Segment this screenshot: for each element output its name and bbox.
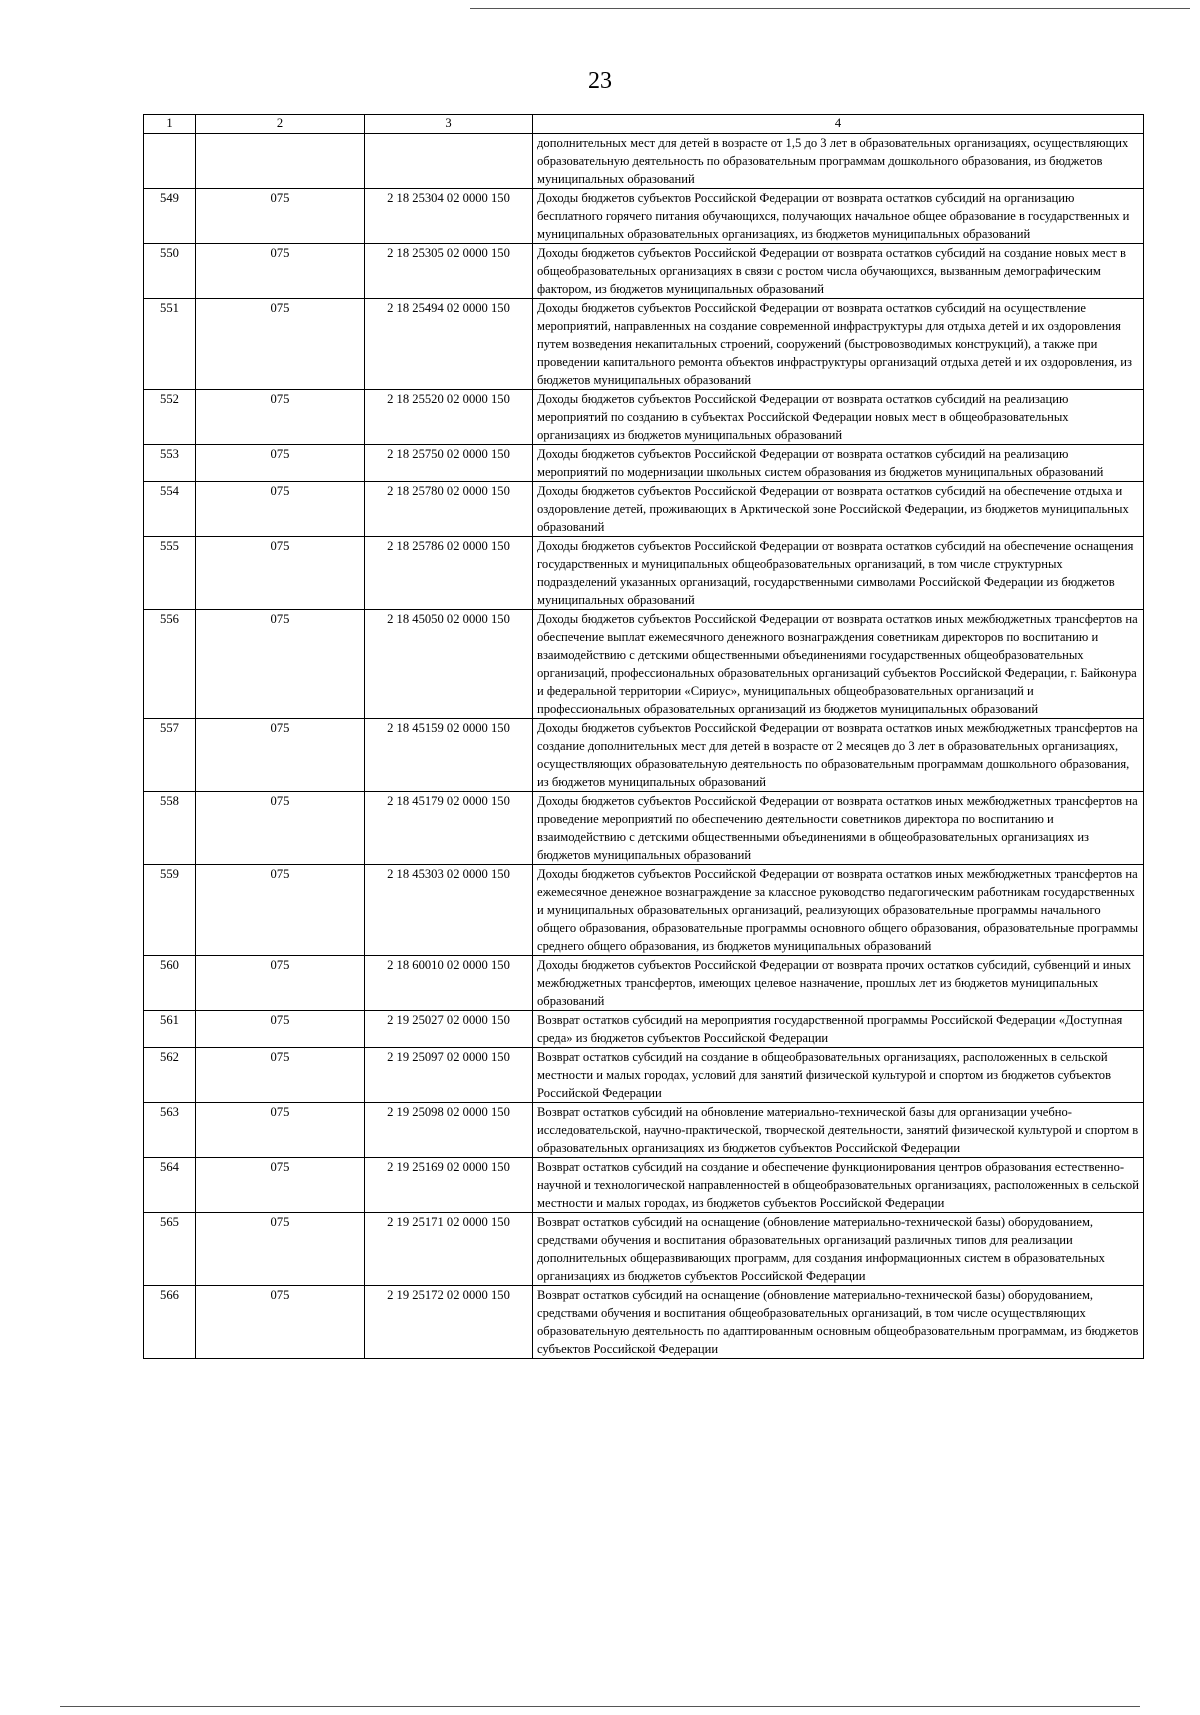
table-row: [144, 1286, 1144, 1359]
classification-code: 2 18 25750 02 0000 150: [365, 445, 533, 482]
classification-code: 2 19 25097 02 0000 150: [365, 1048, 533, 1103]
admin-code: 075: [196, 792, 365, 865]
classification-code: 2 19 25169 02 0000 150: [365, 1158, 533, 1213]
row-number: 561: [144, 1011, 196, 1048]
table-row: [144, 445, 1144, 482]
income-name: Доходы бюджетов субъектов Российской Федерации от возврата остатков иных межбюджетных трансфертов на проведение мероприятий по обеспечению деятельности советников директора по воспитанию и взаимодействию с детскими общественными объединениями в общеобразовательных организациях из бюджетов муниципальных образований: [533, 792, 1144, 865]
classification-code: 2 19 25172 02 0000 150: [365, 1286, 533, 1359]
admin-code: 075: [196, 299, 365, 390]
income-name: Доходы бюджетов субъектов Российской Федерации от возврата остатков иных межбюджетных трансфертов на обеспечение выплат ежемесячного денежного вознаграждения советникам директоров по воспитанию и взаимодействию с детскими общественными объединениями государственных общеобразовательных организаций, профессиональных образовательных организаций субъектов Российской Федерации, г. Байконура и федеральной территории «Сириус», муниципальных общеобразовательных организаций и профессиональных образовательных организаций из бюджетов муниципальных образований: [533, 610, 1144, 719]
row-number: 553: [144, 445, 196, 482]
column-header-4: 4: [533, 115, 1144, 134]
admin-code: 075: [196, 1286, 365, 1359]
table-row: [144, 482, 1144, 537]
admin-code: 075: [196, 244, 365, 299]
table-row: [144, 1103, 1144, 1158]
table-row: [144, 956, 1144, 1011]
classification-code: 2 18 45159 02 0000 150: [365, 719, 533, 792]
admin-code: 075: [196, 719, 365, 792]
row-number: 555: [144, 537, 196, 610]
row-number: 564: [144, 1158, 196, 1213]
income-name: Доходы бюджетов субъектов Российской Федерации от возврата остатков субсидий на осуществление мероприятий, направленных на создание современной инфраструктуры для отдыха детей и их оздоровления путем возведения некапитальных строений, сооружений (быстровозводимых конструкций), а также при проведении капитального ремонта объектов инфраструктуры организаций отдыха детей и их оздоровления, из бюджетов муниципальных образований: [533, 299, 1144, 390]
income-name: Возврат остатков субсидий на обновление материально-технической базы для организации учебно-исследовательской, научно-практической, творческой деятельности, занятий физической культурой и спортом в образовательных организациях из бюджетов субъектов Российской Федерации: [533, 1103, 1144, 1158]
row-number: 558: [144, 792, 196, 865]
income-name: Возврат остатков субсидий на оснащение (обновление материально-технической базы) оборудованием, средствами обучения и воспитания образовательных организаций различных типов для реализации дополнительных общеразвивающих программ, для создания информационных систем в образовательных организациях из бюджетов субъектов Российской Федерации: [533, 1213, 1144, 1286]
classification-code: 2 18 25780 02 0000 150: [365, 482, 533, 537]
classification-code: 2 18 60010 02 0000 150: [365, 956, 533, 1011]
admin-code: 075: [196, 1011, 365, 1048]
income-name: Возврат остатков субсидий на оснащение (обновление материально-технической базы) оборудованием, средствами обучения и воспитания общеобразовательных организаций, в том числе осуществляющих образовательную деятельность по адаптированным основным общеобразовательным программам, из бюджетов субъектов Российской Федерации: [533, 1286, 1144, 1359]
row-number: 549: [144, 189, 196, 244]
classification-code: 2 18 45303 02 0000 150: [365, 865, 533, 956]
classification-code: 2 18 25305 02 0000 150: [365, 244, 533, 299]
classification-code: 2 18 45050 02 0000 150: [365, 610, 533, 719]
row-number: 554: [144, 482, 196, 537]
admin-code: 075: [196, 537, 365, 610]
table-row: [144, 1048, 1144, 1103]
classification-code: 2 19 25027 02 0000 150: [365, 1011, 533, 1048]
classification-code: 2 18 25494 02 0000 150: [365, 299, 533, 390]
income-name: Доходы бюджетов субъектов Российской Федерации от возврата прочих остатков субсидий, субвенций и иных межбюджетных трансфертов, имеющих целевое назначение, прошлых лет из бюджетов муниципальных образований: [533, 956, 1144, 1011]
table-row: [144, 792, 1144, 865]
table-row: [144, 1158, 1144, 1213]
row-number: 552: [144, 390, 196, 445]
table-header-row: [144, 115, 1144, 134]
admin-code: 075: [196, 956, 365, 1011]
income-name: Доходы бюджетов субъектов Российской Федерации от возврата остатков субсидий на обеспечение отдыха и оздоровление детей, проживающих в Арктической зоне Российской Федерации, из бюджетов муниципальных образований: [533, 482, 1144, 537]
row-number: 560: [144, 956, 196, 1011]
admin-code: 075: [196, 1158, 365, 1213]
row-number: 550: [144, 244, 196, 299]
admin-code: 075: [196, 865, 365, 956]
table-row: [144, 719, 1144, 792]
column-header-1: 1: [144, 115, 196, 134]
column-header-2: 2: [196, 115, 365, 134]
admin-code: 075: [196, 482, 365, 537]
table-row: [144, 244, 1144, 299]
row-number: 562: [144, 1048, 196, 1103]
income-name: Возврат остатков субсидий на создание в общеобразовательных организациях, расположенных в сельской местности и малых городах, условий для занятий физической культурой и спортом из бюджетов субъектов Российской Федерации: [533, 1048, 1144, 1103]
income-name: Доходы бюджетов субъектов Российской Федерации от возврата остатков субсидий на организацию бесплатного горячего питания обучающихся, получающих начальное общее образование в государственных и муниципальных образовательных организациях, из бюджетов муниципальных образований: [533, 189, 1144, 244]
page-number: 23: [588, 68, 612, 94]
income-name: Доходы бюджетов субъектов Российской Федерации от возврата остатков субсидий на обеспечение оснащения государственных и муниципальных общеобразовательных организаций, в том числе структурных подразделений указанных организаций, государственными символами Российской Федерации из бюджетов муниципальных образований: [533, 537, 1144, 610]
income-name: Доходы бюджетов субъектов Российской Федерации от возврата остатков субсидий на создание новых мест в общеобразовательных организациях в связи с ростом числа обучающихся, вызванным демографическим фактором, из бюджетов муниципальных образований: [533, 244, 1144, 299]
income-name: Доходы бюджетов субъектов Российской Федерации от возврата остатков субсидий на реализацию мероприятий по созданию в субъектах Российской Федерации новых мест в общеобразовательных организациях из бюджетов муниципальных образований: [533, 390, 1144, 445]
income-name: Доходы бюджетов субъектов Российской Федерации от возврата остатков иных межбюджетных трансфертов на создание дополнительных мест для детей в возрасте от 2 месяцев до 3 лет в образовательных организациях, осуществляющих образовательную деятельность по образовательным программам дошкольного образования, из бюджетов муниципальных образований: [533, 719, 1144, 792]
row-number: 551: [144, 299, 196, 390]
classification-code: 2 18 45179 02 0000 150: [365, 792, 533, 865]
column-header-3: 3: [365, 115, 533, 134]
row-number: 565: [144, 1213, 196, 1286]
table-row: [144, 1011, 1144, 1048]
income-name: Возврат остатков субсидий на создание и обеспечение функционирования центров образования естественно-научной и технологической направленностей в общеобразовательных организациях, расположенных в сельской местности и малых городах, из бюджетов субъектов Российской Федерации: [533, 1158, 1144, 1213]
table-row: [144, 134, 1144, 189]
table-row: [144, 1213, 1144, 1286]
table-row: [144, 299, 1144, 390]
table-row: [144, 390, 1144, 445]
table-row: [144, 189, 1144, 244]
row-number: 563: [144, 1103, 196, 1158]
table-row: [144, 610, 1144, 719]
table-row: [144, 537, 1144, 610]
income-name: Доходы бюджетов субъектов Российской Федерации от возврата остатков субсидий на реализацию мероприятий по модернизации школьных систем образования из бюджетов муниципальных образований: [533, 445, 1144, 482]
admin-code: 075: [196, 1213, 365, 1286]
admin-code: 075: [196, 445, 365, 482]
income-name: Возврат остатков субсидий на мероприятия государственной программы Российской Федерации «Доступная среда» из бюджетов субъектов Российской Федерации: [533, 1011, 1144, 1048]
admin-code: 075: [196, 1103, 365, 1158]
row-number: 556: [144, 610, 196, 719]
row-number: [144, 134, 196, 189]
scan-edge-bottom: [60, 1706, 1140, 1707]
table-row: [144, 865, 1144, 956]
budget-codes-table: [143, 114, 1144, 1359]
admin-code: 075: [196, 1048, 365, 1103]
admin-code: 075: [196, 610, 365, 719]
classification-code: 2 18 25304 02 0000 150: [365, 189, 533, 244]
classification-code: 2 19 25171 02 0000 150: [365, 1213, 533, 1286]
row-number: 557: [144, 719, 196, 792]
admin-code: 075: [196, 189, 365, 244]
classification-code: 2 18 25786 02 0000 150: [365, 537, 533, 610]
scan-edge-top: [470, 8, 1190, 9]
income-name: дополнительных мест для детей в возрасте от 1,5 до 3 лет в образовательных организациях, осуществляющих образовательную деятельность по образовательным программам дошкольного образования, из бюджетов муниципальных образований: [533, 134, 1144, 189]
admin-code: 075: [196, 390, 365, 445]
classification-code: [365, 134, 533, 189]
income-name: Доходы бюджетов субъектов Российской Федерации от возврата остатков иных межбюджетных трансфертов на ежемесячное денежное вознаграждение за классное руководство педагогическим работникам государственных и муниципальных образовательных организаций, реализующих образовательные программы начального общего образования, образовательные программы основного общего образования, образовательные программы среднего общего образования, из бюджетов муниципальных образований: [533, 865, 1144, 956]
row-number: 566: [144, 1286, 196, 1359]
admin-code: [196, 134, 365, 189]
row-number: 559: [144, 865, 196, 956]
classification-code: 2 19 25098 02 0000 150: [365, 1103, 533, 1158]
classification-code: 2 18 25520 02 0000 150: [365, 390, 533, 445]
